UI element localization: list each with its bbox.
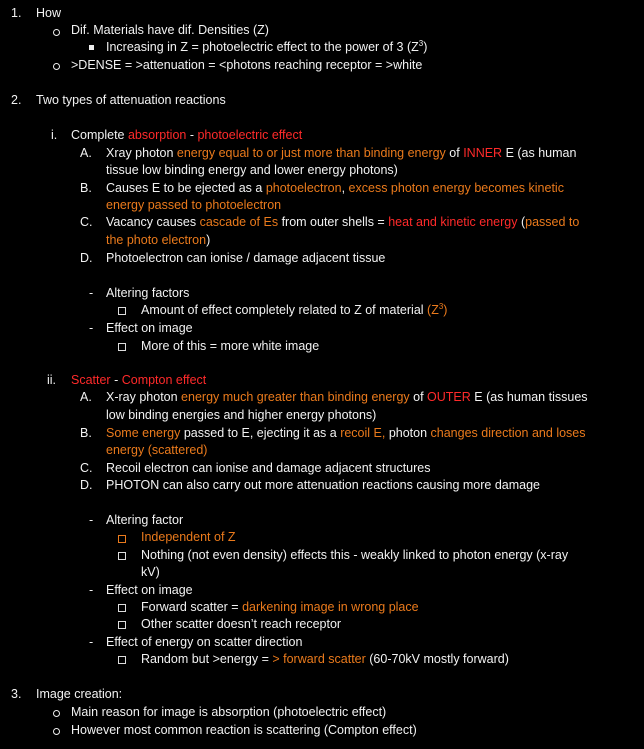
list-item: Effect on image xyxy=(106,321,193,335)
list-letter: B. xyxy=(80,181,92,195)
list-item: >DENSE = >attenuation = <photons reaching receptor = >white xyxy=(71,58,423,72)
dash-bullet: - xyxy=(89,513,94,527)
square-bullet-icon xyxy=(118,656,126,664)
list-item: Vacancy causes cascade of Es from outer shells = heat and kinetic energy (passed to xyxy=(106,215,580,229)
list-item: X-ray photon energy much greater than binding energy of OUTER E (as human tissues xyxy=(106,390,588,404)
bullet-icon xyxy=(53,728,60,735)
square-bullet-icon xyxy=(118,621,126,629)
list-item: Forward scatter = darkening image in wrong place xyxy=(141,600,419,614)
list-item: Some energy passed to E, ejecting it as a recoil E, photon changes direction and loses xyxy=(106,426,586,440)
square-bullet-icon xyxy=(118,343,126,351)
list-letter: B. xyxy=(80,426,92,440)
bullet-icon xyxy=(53,29,60,36)
list-letter: C. xyxy=(80,215,93,229)
bullet-icon xyxy=(53,63,60,70)
section-heading: How xyxy=(36,6,62,20)
bullet-icon xyxy=(53,710,60,717)
list-item: Other scatter doesn’t reach receptor xyxy=(141,617,342,631)
list-item: PHOTON can also carry out more attenuation reactions causing more damage xyxy=(106,478,541,492)
subsection-heading: Complete absorption - photoelectric effect xyxy=(71,128,303,142)
section-heading: Two types of attenuation reactions xyxy=(36,93,226,107)
list-item: Altering factor xyxy=(106,513,184,527)
square-bullet-icon xyxy=(118,307,126,315)
list-number: ii. xyxy=(47,373,57,387)
bullet-icon xyxy=(89,45,94,50)
list-item: Increasing in Z = photoelectric effect to the power of 3 $(Z^3)$ xyxy=(106,38,428,54)
subsection-heading: Scatter - Compton effect xyxy=(71,373,207,387)
list-item: Main reason for image is absorption (photoelectric effect) xyxy=(71,705,387,719)
list-letter: D. xyxy=(80,251,93,265)
list-item: Photoelectron can ionise / damage adjacent tissue xyxy=(106,251,386,265)
list-letter: D. xyxy=(80,478,93,492)
list-item: Effect on image xyxy=(106,583,193,597)
list-item: Independent of Z xyxy=(141,530,236,544)
list-number: 2. xyxy=(11,93,22,107)
list-item: Recoil electron can ionise and damage adjacent structures xyxy=(106,461,431,475)
list-number: 1. xyxy=(11,6,22,20)
list-letter: A. xyxy=(80,390,92,404)
dash-bullet: - xyxy=(89,286,94,300)
list-item: Causes E to be ejected as a photoelectron, excess photon energy becomes kinetic xyxy=(106,181,564,195)
dash-bullet: - xyxy=(89,321,94,335)
list-item-continued: kV) xyxy=(141,565,160,579)
list-item-continued: energy (scattered) xyxy=(106,443,208,457)
dash-bullet: - xyxy=(89,635,94,649)
list-letter: C. xyxy=(80,461,93,475)
list-item-continued: the photo electron) xyxy=(106,233,211,247)
list-item: Amount of effect completely related to Z of material $(Z^3)$ xyxy=(141,301,448,317)
list-item-continued: energy passed to photoelectron xyxy=(106,198,282,212)
list-item: Random but >energy = > forward scatter (60-70kV mostly forward) xyxy=(141,652,509,666)
square-bullet-icon xyxy=(118,552,126,560)
list-item: Nothing (not even density) effects this - weakly linked to photon energy (x-ray xyxy=(141,548,569,562)
list-letter: A. xyxy=(80,146,92,160)
list-item: Xray photon energy equal to or just more than binding energy of INNER E (as human xyxy=(106,146,577,160)
list-item: More of this = more white image xyxy=(141,339,320,353)
list-item: Effect of energy on scatter direction xyxy=(106,635,303,649)
square-bullet-icon xyxy=(118,535,126,543)
list-item-continued: low binding energies and higher energy photons) xyxy=(106,408,377,422)
dash-bullet: - xyxy=(89,583,94,597)
list-item: Dif. Materials have dif. Densities (Z) xyxy=(71,23,269,37)
list-item: However most common reaction is scattering (Compton effect) xyxy=(71,723,417,737)
list-item: Altering factors xyxy=(106,286,190,300)
list-item-continued: tissue low binding energy and lower energy photons) xyxy=(106,163,398,177)
section-heading: Image creation: xyxy=(36,687,123,701)
list-number: 3. xyxy=(11,687,22,701)
list-number: i. xyxy=(51,128,58,142)
square-bullet-icon xyxy=(118,604,126,612)
